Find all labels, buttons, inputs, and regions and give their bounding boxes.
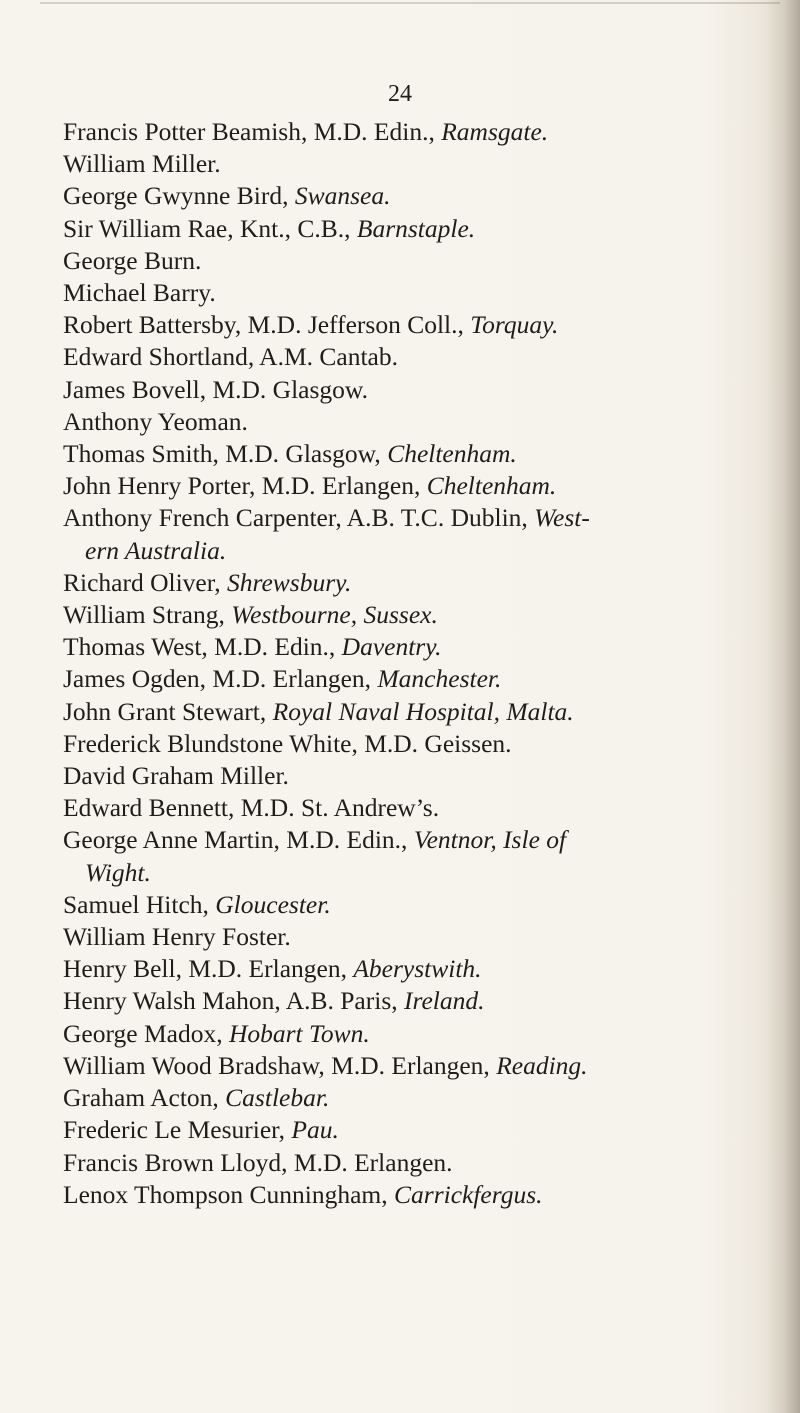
member-location: Torquay. xyxy=(470,310,559,340)
member-name: William Henry Foster. xyxy=(63,922,291,952)
member-location: Pau. xyxy=(291,1115,339,1145)
member-name: John Henry Porter, M.D. Erlangen, xyxy=(63,471,421,501)
member-location: Ventnor, Isle of xyxy=(413,825,567,855)
list-item xyxy=(63,824,773,856)
member-name: George Anne Martin, M.D. Edin., xyxy=(63,825,408,855)
member-location: Castlebar. xyxy=(225,1083,330,1113)
member-location: West- xyxy=(534,503,590,533)
list-item xyxy=(63,309,773,341)
member-location: Hobart Town. xyxy=(228,1018,370,1048)
list-item xyxy=(63,567,773,599)
member-name: William Wood Bradshaw, M.D. Erlangen, xyxy=(63,1050,490,1080)
list-item-continuation xyxy=(63,857,773,889)
member-location: Cheltenham. xyxy=(387,439,517,469)
member-location: Royal Naval Hospital, Malta. xyxy=(272,696,574,726)
member-name: Frederic Le Mesurier, xyxy=(63,1115,286,1145)
list-item xyxy=(63,438,773,470)
page-number: 24 xyxy=(388,81,412,107)
list-item xyxy=(63,760,773,792)
member-name: David Graham Miller. xyxy=(63,761,289,791)
list-item xyxy=(63,1050,773,1082)
list-item xyxy=(63,921,773,953)
list-item xyxy=(63,341,773,373)
member-location: Carrickfergus. xyxy=(394,1179,543,1209)
member-location: ern Australia. xyxy=(85,535,227,565)
list-item xyxy=(63,792,773,824)
member-name: Edward Shortland, A.M. Cantab. xyxy=(63,342,398,372)
list-item xyxy=(63,1147,773,1179)
member-name: Edward Bennett, M.D. St. Andrew’s. xyxy=(63,793,440,823)
member-list xyxy=(63,116,773,1211)
list-item xyxy=(63,245,773,277)
member-location: Cheltenham. xyxy=(426,471,557,501)
member-name: Lenox Thompson Cunningham, xyxy=(63,1179,388,1209)
member-name: Anthony French Carpenter, A.B. T.C. Dublin, xyxy=(63,503,528,533)
list-item xyxy=(63,116,773,148)
list-item xyxy=(63,953,773,985)
member-name: Samuel Hitch, xyxy=(63,889,209,919)
list-item xyxy=(63,985,773,1017)
list-item xyxy=(63,631,773,663)
list-item xyxy=(63,470,773,502)
member-name: Michael Barry. xyxy=(63,278,216,308)
member-name: Thomas Smith, M.D. Glasgow, xyxy=(63,439,381,469)
list-item xyxy=(63,728,773,760)
member-location: Ramsgate. xyxy=(441,117,549,146)
member-name: Graham Acton, xyxy=(63,1083,219,1113)
member-name: Henry Bell, M.D. Erlangen, xyxy=(63,954,347,984)
member-location: Westbourne, Sussex. xyxy=(231,600,438,630)
page-top-edge xyxy=(40,2,780,4)
member-name: William Strang, xyxy=(63,600,225,630)
list-item xyxy=(63,406,773,438)
member-name: John Grant Stewart, xyxy=(63,696,267,726)
member-location: Ireland. xyxy=(404,986,485,1016)
member-location: Daventry. xyxy=(341,632,442,662)
member-name: George Madox, xyxy=(63,1018,223,1048)
member-name: Sir William Rae, Knt., C.B., xyxy=(63,213,351,243)
member-location: Barnstaple. xyxy=(356,213,476,243)
list-item xyxy=(63,1114,773,1146)
list-item xyxy=(63,696,773,728)
member-location: Shrewsbury. xyxy=(226,567,352,597)
list-item xyxy=(63,213,773,245)
member-location: Aberystwith. xyxy=(353,954,482,984)
member-location: Gloucester. xyxy=(215,889,331,919)
member-name: George Burn. xyxy=(63,245,202,275)
list-item xyxy=(63,1082,773,1114)
member-name: George Gwynne Bird, xyxy=(63,181,289,211)
list-item xyxy=(63,277,773,309)
member-name: Robert Battersby, M.D. Jefferson Coll., xyxy=(63,310,464,340)
member-location: Swansea. xyxy=(294,181,391,211)
member-name: Thomas West, M.D. Edin., xyxy=(63,632,336,662)
list-item xyxy=(63,663,773,695)
list-item xyxy=(63,1018,773,1050)
list-item xyxy=(63,599,773,631)
member-name: Francis Brown Lloyd, M.D. Erlangen. xyxy=(63,1147,453,1177)
member-location: Manchester. xyxy=(377,664,502,694)
member-location: Reading. xyxy=(496,1050,588,1080)
list-item xyxy=(63,1179,773,1211)
list-item xyxy=(63,374,773,406)
member-name: Frederick Blundstone White, M.D. Geissen. xyxy=(63,728,512,758)
list-item xyxy=(63,889,773,921)
list-item xyxy=(63,502,773,534)
member-name: Richard Oliver, xyxy=(63,567,221,597)
member-name: James Ogden, M.D. Erlangen, xyxy=(63,664,372,694)
member-name: Henry Walsh Mahon, A.B. Paris, xyxy=(63,986,398,1016)
list-item xyxy=(63,180,773,212)
member-name: James Bovell, M.D. Glasgow. xyxy=(63,374,369,404)
list-item xyxy=(63,148,773,180)
member-name: William Miller. xyxy=(63,149,221,179)
member-name: Francis Potter Beamish, M.D. Edin., xyxy=(63,117,435,146)
member-name: Anthony Yeoman. xyxy=(63,406,248,436)
member-location: Wight. xyxy=(85,857,151,887)
list-item-continuation xyxy=(63,535,773,567)
